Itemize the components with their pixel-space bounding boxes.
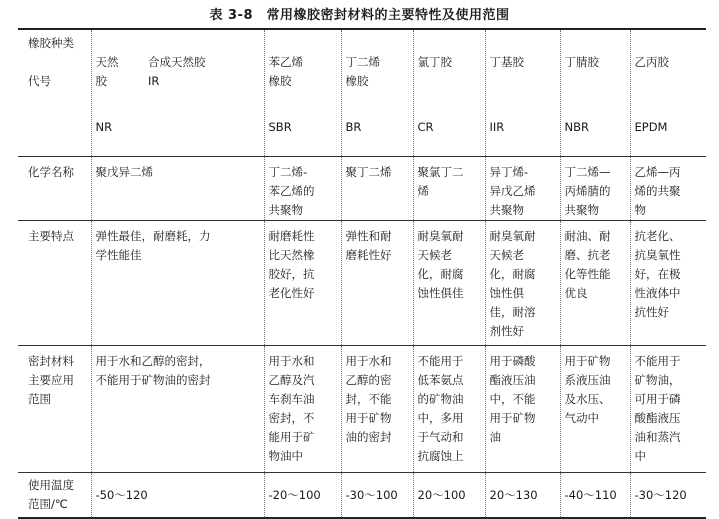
- header-cell-br: [341, 29, 413, 157]
- cell-epdm: 乙烯—丙 烯的共聚 物: [630, 157, 706, 221]
- header-cell-ir: [144, 29, 264, 157]
- cell-br: 弹性和耐 磨耗性好: [341, 221, 413, 346]
- row-label: 使用温度 范围/℃: [18, 473, 91, 519]
- cell-epdm: 抗老化、 抗臭氧性 好，在极 性液体中 抗性好: [630, 221, 706, 346]
- type-name: 氯丁胶: [417, 55, 452, 69]
- type-name: 合成天然胶 IR: [148, 55, 206, 88]
- header-cell-nr: [91, 29, 144, 157]
- cell-iir: 耐臭氧耐 天候老 化，耐腐 蚀性俱 佳，耐溶 剂性好: [485, 221, 560, 346]
- type-code: NR: [95, 120, 113, 134]
- cell-natural: -50～120: [91, 473, 264, 519]
- type-code: IIR: [489, 120, 505, 134]
- cell-natural: 用于水和乙醇的密封， 不能用于矿物油的密封: [91, 346, 264, 473]
- cell-sbr: -20～100: [264, 473, 341, 519]
- header-cell-sbr: [264, 29, 341, 157]
- type-code: NBR: [564, 120, 589, 134]
- cell-epdm: 不能用于 矿物油， 可用于磷 酸酯液压 油和蒸汽 中: [630, 346, 706, 473]
- row-label-rubber-type: 橡胶种类 代号: [18, 29, 91, 157]
- cell-br: 聚丁二烯: [341, 157, 413, 221]
- cell-cr: 不能用于 低苯氨点 的矿物油 中，多用 于气动和 抗腐蚀上: [413, 346, 485, 473]
- header-cell-epdm: [630, 29, 706, 157]
- type-code: SBR: [268, 120, 292, 134]
- cell-br: -30～100: [341, 473, 413, 519]
- cell-natural: 聚戊异二烯: [91, 157, 264, 221]
- cell-sbr: 耐磨耗性 比天然橡 胶好，抗 老化性好: [264, 221, 341, 346]
- type-code: BR: [345, 120, 362, 134]
- cell-cr: 20～100: [413, 473, 485, 519]
- type-name: 乙丙胶: [634, 55, 669, 69]
- table-row-temperature: [18, 473, 706, 519]
- cell-sbr: 用于水和 乙醇及汽 车刹车油 密封，不 能用于矿 物油中: [264, 346, 341, 473]
- cell-nbr: 耐油、耐 磨、抗老 化等性能 优良: [560, 221, 630, 346]
- cell-nbr: 丁二烯— 丙烯腈的 共聚物: [560, 157, 630, 221]
- row-label: 化学名称: [18, 157, 91, 221]
- cell-nbr: 用于矿物 系液压油 及水压、 气动中: [560, 346, 630, 473]
- cell-sbr: 丁二烯- 苯乙烯的 共聚物: [264, 157, 341, 221]
- cell-iir: 20～130: [485, 473, 560, 519]
- cell-nbr: -40～110: [560, 473, 630, 519]
- table-row-application: [18, 346, 706, 473]
- table-row-chemical-name: [18, 157, 706, 221]
- type-name: 天然 胶: [95, 55, 119, 88]
- header-cell-nbr: [560, 29, 630, 157]
- row-label: 密封材料 主要应用 范围: [18, 346, 91, 473]
- table-row-main-features: [18, 221, 706, 346]
- table-caption: 表 3-8 常用橡胶密封材料的主要特性及使用范围: [209, 8, 510, 23]
- type-code: CR: [417, 120, 434, 134]
- header-cell-cr: [413, 29, 485, 157]
- cell-natural: 弹性最佳，耐磨耗，力 学性能佳: [91, 221, 264, 346]
- rubber-seal-materials-table: [18, 28, 706, 519]
- type-name: 丁二烯 橡胶: [345, 55, 380, 88]
- cell-cr: 聚氯丁二 烯: [413, 157, 485, 221]
- row-label: 主要特点: [18, 221, 91, 346]
- cell-iir: 用于磷酸 酯液压油 中，不能 用于矿物 油: [485, 346, 560, 473]
- type-name: 苯乙烯 橡胶: [268, 55, 303, 88]
- type-name: 丁基胶: [489, 55, 524, 69]
- cell-iir: 异丁烯- 异戊乙烯 共聚物: [485, 157, 560, 221]
- header-row: [18, 29, 706, 157]
- cell-epdm: -30～120: [630, 473, 706, 519]
- type-code: EPDM: [634, 120, 668, 134]
- cell-cr: 耐臭氧耐 天候老 化，耐腐 蚀性俱佳: [413, 221, 485, 346]
- cell-br: 用于水和 乙醇的密 封，不能 用于矿物 油的密封: [341, 346, 413, 473]
- type-name: 丁腈胶: [564, 55, 599, 69]
- header-cell-iir: [485, 29, 560, 157]
